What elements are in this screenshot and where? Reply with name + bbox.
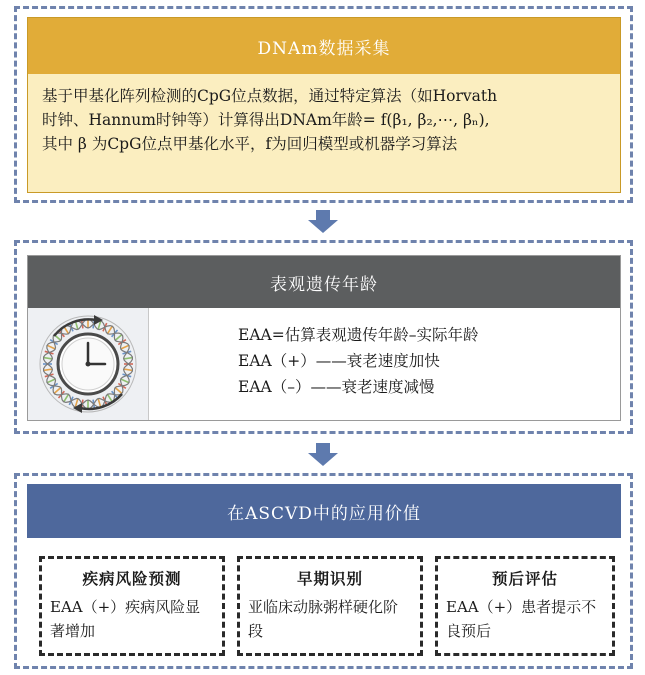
eaa-definition-list <box>238 322 478 400</box>
eaa-positive: EAA（+）——衰老速度加快 <box>238 352 440 370</box>
epigenetic-clock-icon <box>28 308 149 420</box>
description-line: 其中 β 为CpG位点甲基化水平，f为回归模型或机器学习算法 <box>42 135 458 153</box>
dnam-collection-frame <box>14 6 633 203</box>
early-identification-body: 亚临床动脉粥样硬化阶段 <box>248 598 399 640</box>
description-line: 时钟、Hannum时钟等）计算得出DNAm年龄= f(β₁, β₂,⋯, βₙ), <box>42 111 490 129</box>
epigenetic-age-card <box>27 255 621 421</box>
dnam-collection-title: DNAm数据采集 <box>28 18 620 74</box>
epigenetic-age-title: 表观遗传年龄 <box>28 256 620 308</box>
risk-prediction-box <box>39 556 225 656</box>
ascvd-application-frame <box>14 473 633 669</box>
down-arrow-icon <box>308 443 338 466</box>
dnam-collection-description <box>42 84 612 156</box>
eaa-negative: EAA（–）——衰老速度减慢 <box>238 378 435 396</box>
ascvd-application-card <box>27 484 621 660</box>
epigenetic-age-frame <box>14 240 633 434</box>
eaa-formula: EAA=估算表观遗传年龄–实际年龄 <box>238 326 479 344</box>
risk-prediction-title: 疾病风险预测 <box>82 569 182 588</box>
early-identification-box <box>237 556 423 656</box>
prognosis-assessment-body: EAA（+）患者提示不良预后 <box>446 598 597 640</box>
prognosis-assessment-title: 预后评估 <box>491 569 558 588</box>
description-line: 基于甲基化阵列检测的CpG位点数据，通过特定算法（如Horvath <box>42 87 498 105</box>
down-arrow-icon <box>308 210 338 233</box>
ascvd-application-title: 在ASCVD中的应用价值 <box>27 484 621 538</box>
early-identification-title: 早期识别 <box>296 569 363 588</box>
dnam-collection-card <box>27 17 621 193</box>
prognosis-assessment-box <box>435 556 615 656</box>
risk-prediction-body: EAA（+）疾病风险显著增加 <box>50 598 201 640</box>
